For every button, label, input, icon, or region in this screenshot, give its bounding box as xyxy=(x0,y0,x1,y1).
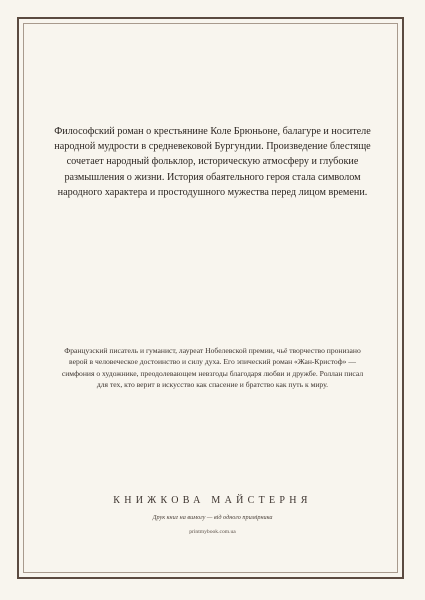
publisher-website: printmybook.com.ua xyxy=(189,529,236,535)
publisher-name: КНИЖКОВА МАЙСТЕРНЯ xyxy=(113,495,312,506)
author-bio: Французский писатель и гуманист, лауреат Нобелевской премии, чьё творчество пронизано верой в человеческое достоинство и силу духа. Его эпический роман «Жан-Кристоф» — симфония о художнике, преодолевающем невзгоды благодаря любви и дружбе. Роллан писал для тех, кто верит в искусство как спасение и братство как путь к миру. xyxy=(61,346,364,390)
publisher-tagline: Друк книг на вимогу — від одного примірника xyxy=(152,514,273,521)
book-annotation: Философский роман о крестьянине Коле Брюньоне, балагуре и носителе народной мудрости в средневековой Бургундии. Произведение блестяще сочетает народный фольклор, историческую атмосферу и глубокие размышления о жизни. История обаятельного героя стала символом народного характера и простодушного мужества перед лицом времени. xyxy=(54,126,371,198)
inner-border-frame xyxy=(23,23,398,573)
